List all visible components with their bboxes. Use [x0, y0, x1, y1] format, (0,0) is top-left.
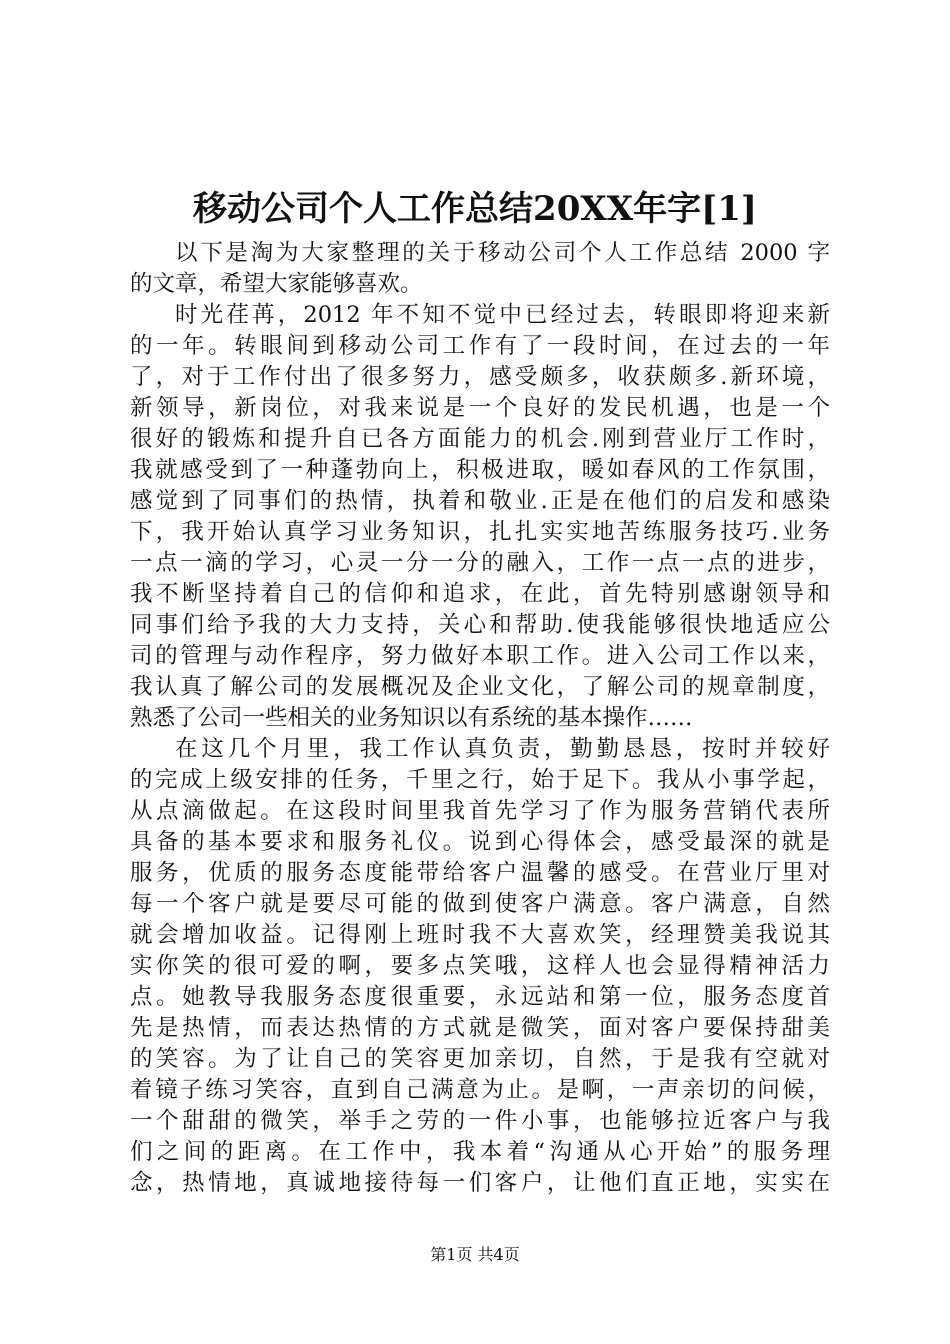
paragraph-line: 熟悉了公司一些相关的业务知识以有系统的基本操作…… — [130, 705, 693, 731]
paragraph-line: 我不断坚持着自己的信仰和追求，在此，首先特别感谢领导和 — [130, 581, 830, 607]
paragraph-line: 一个甜甜的微笑，举手之劳的一件小事，也能够拉近客户与我 — [130, 1108, 830, 1134]
paragraph-line: 的完成上级安排的任务，千里之行，始于足下。我从小事学起， — [130, 767, 830, 793]
paragraph-line: 着镜子练习笑容，直到自己满意为止。是啊，一声亲切的问候， — [130, 1077, 830, 1103]
paragraph-line: 感觉到了同事们的热情，执着和敬业.正是在他们的启发和感染 — [130, 488, 830, 514]
paragraph-line: 时光荏苒，2012 年不知不觉中已经过去，转眼即将迎来新 — [175, 302, 830, 328]
paragraph-line: 先是热情，而表达热情的方式就是微笑，面对客户要保持甜美 — [130, 1015, 830, 1041]
paragraph-line: 一点一滴的学习，心灵一分一分的融入，工作一点一点的进步， — [130, 550, 830, 576]
paragraph-line: 就会增加收益。记得刚上班时我不大喜欢笑，经理赞美我说其 — [130, 922, 830, 948]
paragraph-line: 的一年。转眼间到移动公司工作有了一段时间，在过去的一年 — [130, 333, 830, 359]
paragraph-line: 具备的基本要求和服务礼仪。说到心得体会，感受最深的就是 — [130, 829, 830, 855]
paragraph-line: 在这几个月里，我工作认真负责，勤勤恳恳，按时并较好 — [175, 736, 830, 762]
paragraph-line: 我就感受到了一种蓬勃向上，积极进取，暖如春风的工作氛围， — [130, 457, 830, 483]
document-body — [130, 238, 830, 1199]
paragraph-line: 点。她教导我服务态度很重要，永远站和第一位，服务态度首 — [130, 984, 830, 1010]
paragraph-line: 每一个客户就是要尽可能的做到使客户满意。客户满意，自然 — [130, 891, 830, 917]
paragraph-line: 的文章，希望大家能够喜欢。 — [130, 271, 423, 297]
paragraph-line: 服务，优质的服务态度能带给客户温馨的感受。在营业厅里对 — [130, 860, 830, 886]
paragraph-line: 了，对于工作付出了很多努力，感受颇多，收获颇多.新环境， — [130, 364, 830, 390]
paragraph-line: 们之间的距离。在工作中，我本着“沟通从心开始”的服务理 — [130, 1139, 830, 1165]
page-number-footer: 第1页 共4页 — [430, 1245, 520, 1264]
paragraph-line: 很好的锻炼和提升自已各方面能力的机会.刚到营业厅工作时， — [130, 426, 830, 452]
paragraph-line: 从点滴做起。在这段时间里我首先学习了作为服务营销代表所 — [130, 798, 830, 824]
paragraph-line: 我认真了解公司的发展概况及企业文化，了解公司的规章制度， — [130, 674, 830, 700]
paragraph-line: 的笑容。为了让自己的笑容更加亲切，自然，于是我有空就对 — [130, 1046, 830, 1072]
paragraph-line: 同事们给予我的大力支持，关心和帮助.使我能够很快地适应公 — [130, 612, 830, 638]
paragraph-line: 实你笑的很可爱的啊，要多点笑哦，这样人也会显得精神活力 — [130, 953, 830, 979]
paragraph-line: 司的管理与动作程序，努力做好本职工作。进入公司工作以来， — [130, 643, 830, 669]
document-title: 移动公司个人工作总结20XX年字[1] — [193, 189, 757, 229]
paragraph-line: 下，我开始认真学习业务知识，扎扎实实地苦练服务技巧.业务 — [130, 519, 830, 545]
paragraph-line: 以下是淘为大家整理的关于移动公司个人工作总结 2000 字 — [175, 240, 830, 266]
paragraph-line: 念，热情地，真诚地接待每一们客户，让他们直正地，实实在 — [130, 1170, 830, 1196]
paragraph-line: 新领导，新岗位，对我来说是一个良好的发民机遇，也是一个 — [130, 395, 830, 421]
